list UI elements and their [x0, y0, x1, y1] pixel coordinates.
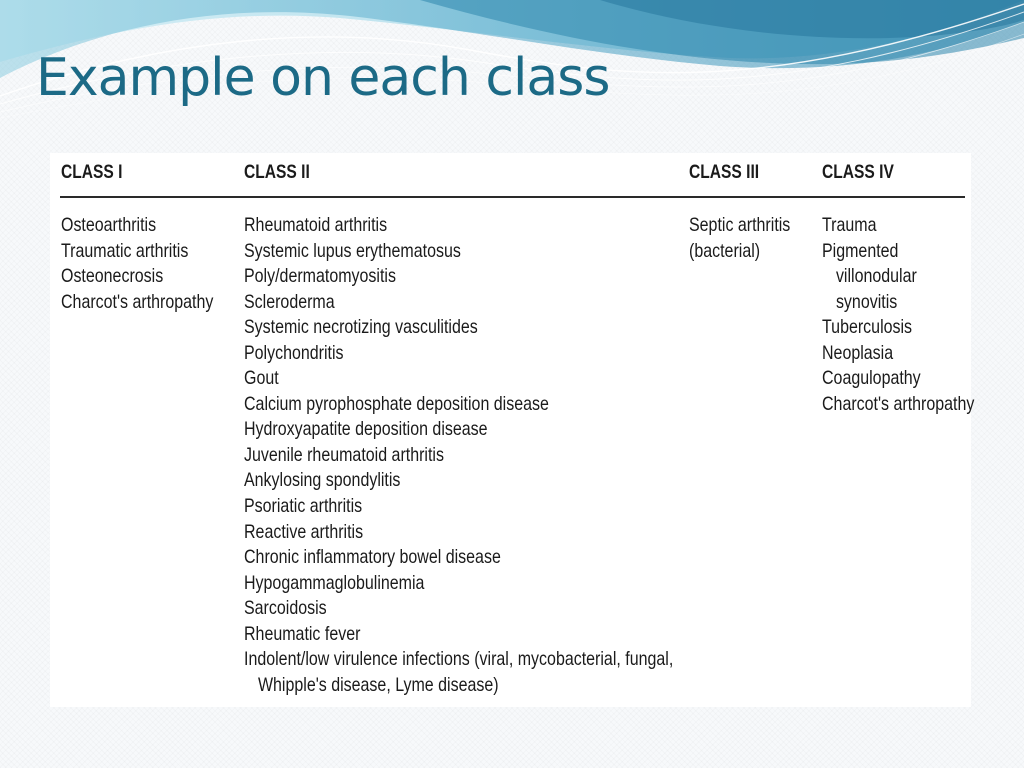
table-cell: Coagulopathy — [822, 367, 921, 390]
table-cell: Rheumatoid arthritis — [244, 214, 388, 236]
table-cell: (bacterial) — [689, 239, 761, 262]
table-cell: Pigmented — [822, 239, 899, 262]
table-cell: Scleroderma — [244, 290, 335, 313]
class-i-column — [61, 213, 247, 315]
table-cell: Hypogammaglobulinemia — [244, 571, 425, 594]
class-iv-column — [822, 213, 1008, 417]
header-class-i: CLASS I — [61, 162, 123, 183]
table-cell: Systemic lupus erythematosus — [244, 239, 461, 262]
header-class-iii: CLASS III — [689, 162, 760, 183]
table-cell: Whipple's disease, Lyme disease) — [257, 673, 499, 696]
table-cell: Charcot's arthropathy — [822, 392, 975, 415]
table-cell: Ankylosing spondylitis — [244, 469, 401, 492]
table-cell: villonodular — [835, 265, 917, 288]
table-cell: Reactive arthritis — [244, 520, 364, 543]
table-cell: Osteonecrosis — [61, 265, 164, 288]
table-cell: Traumatic arthritis — [61, 239, 189, 262]
header-divider — [60, 196, 965, 198]
table-cell: Polychondritis — [244, 341, 344, 364]
table-cell: Sarcoidosis — [244, 597, 327, 620]
table-cell: Chronic inflammatory bowel disease — [244, 546, 501, 569]
header-class-ii: CLASS II — [244, 162, 310, 183]
table-cell: Systemic necrotizing vasculitides — [244, 316, 478, 339]
slide-title: Example on each class — [36, 48, 610, 108]
class-iii-column — [689, 213, 813, 264]
table-cell: Psoriatic arthritis — [244, 495, 363, 518]
table-cell: Neoplasia — [822, 341, 894, 364]
table-cell: Trauma — [822, 214, 877, 236]
table-cell: Poly/dermatomyositis — [244, 265, 396, 288]
table-cell: Calcium pyrophosphate deposition disease — [244, 392, 549, 415]
table-cell: Tuberculosis — [822, 316, 913, 339]
table-cell: Septic arthritis — [689, 214, 791, 236]
header-class-iv: CLASS IV — [822, 162, 894, 183]
table-cell: Charcot's arthropathy — [61, 290, 214, 313]
class-ii-column — [244, 213, 768, 698]
classification-table — [50, 153, 975, 707]
table-cell: Gout — [244, 367, 279, 390]
table-cell: Indolent/low virulence infections (viral, mycobacterial, fungal, — [244, 648, 674, 671]
table-cell: Rheumatic fever — [244, 622, 361, 645]
table-cell: Osteoarthritis — [61, 214, 157, 236]
table-cell: synovitis — [835, 290, 898, 313]
table-cell: Hydroxyapatite deposition disease — [244, 418, 488, 441]
table-cell: Juvenile rheumatoid arthritis — [244, 443, 444, 466]
